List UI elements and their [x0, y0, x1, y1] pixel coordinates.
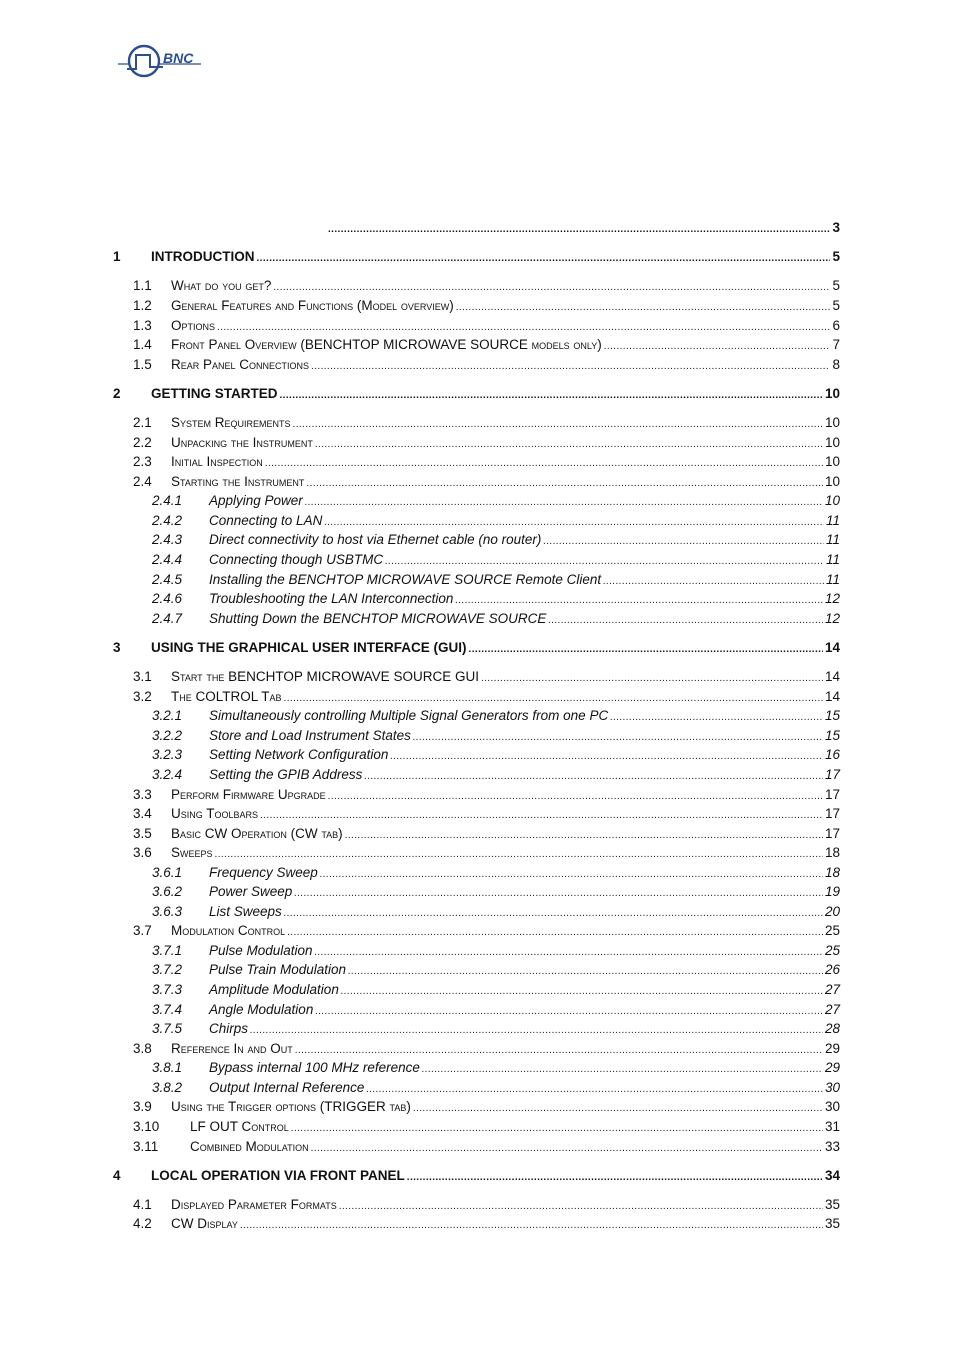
toc-entry-page: 10: [824, 493, 840, 508]
toc-entry-title: Amplitude Modulation: [209, 982, 339, 997]
toc-entry-page: 18: [824, 845, 840, 860]
toc-entry[interactable]: [113, 785, 840, 805]
toc-entry-page: 8: [832, 357, 840, 372]
toc-entry[interactable]: [113, 1137, 840, 1157]
toc-leader-dots: [328, 220, 830, 240]
toc-entry-title: List Sweeps: [209, 904, 282, 919]
toc-entry-title: Displayed Parameter Formats: [171, 1197, 337, 1212]
toc-entry-title: Setting the GPIB Address: [209, 767, 363, 782]
toc-leader-dots: [481, 669, 823, 689]
toc-entry[interactable]: [113, 980, 840, 1000]
toc-entry[interactable]: [113, 452, 840, 472]
toc-entry-number: 3.4: [133, 806, 152, 821]
toc-entry[interactable]: [113, 1019, 840, 1039]
toc-entry-number: 3.5: [133, 826, 152, 841]
toc-entry-number: 2.4.4: [152, 552, 183, 567]
toc-entry-title: Pulse Train Modulation: [209, 962, 347, 977]
toc-entry-number: 4.1: [133, 1197, 152, 1212]
toc-entry-page: 29: [824, 1041, 840, 1056]
toc-entry-title: Connecting to LAN: [209, 513, 323, 528]
toc-entry-number: 3.9: [133, 1099, 152, 1114]
toc-leader-dots: [311, 357, 830, 377]
toc-entry[interactable]: [113, 667, 840, 687]
toc-entry[interactable]: [113, 804, 840, 824]
toc-entry[interactable]: [113, 511, 840, 531]
toc-entry-title: Front Panel Overview (BENCHTOP MICROWAVE SOURCE models only): [171, 337, 602, 352]
toc-entry-page: 10: [824, 454, 840, 469]
toc-entry-number: 2.4.2: [152, 513, 183, 528]
toc-entry-title: The COLTROL Tab: [171, 689, 282, 704]
toc-entry-page: 11: [825, 513, 840, 528]
toc-entry-title: CW Display: [171, 1216, 238, 1231]
toc-entry-number: 2.4.5: [152, 572, 183, 587]
toc-entry-page: 26: [824, 962, 840, 977]
toc-entry[interactable]: [113, 316, 840, 336]
toc-entry-title: Options: [171, 318, 216, 333]
toc-entry-page: 11: [825, 572, 840, 587]
toc-entry-title: Pulse Modulation: [209, 943, 313, 958]
toc-entry[interactable]: [113, 413, 840, 433]
toc-entry-page: 30: [824, 1080, 840, 1095]
toc-entry-page: 35: [824, 1216, 840, 1231]
toc-leader-dots: [240, 1216, 823, 1236]
toc-entry-title: Angle Modulation: [209, 1002, 314, 1017]
toc-entry-page: 35: [824, 1197, 840, 1212]
toc-entry[interactable]: [113, 765, 840, 785]
toc-entry-title: Installing the BENCHTOP MICROWAVE SOURCE Remote Client: [209, 572, 602, 587]
toc-entry-title: Combined Modulation: [190, 1139, 309, 1154]
toc-entry-title: Setting Network Configuration: [209, 747, 389, 762]
toc-entry[interactable]: [113, 726, 840, 746]
toc-entry-number: 3.2.2: [152, 728, 183, 743]
toc-leader-dots: [390, 747, 823, 767]
toc-entry-title: GETTING STARTED: [151, 386, 278, 401]
toc-leader-dots: [364, 767, 823, 787]
toc-entry-number: 3.8.2: [152, 1080, 183, 1095]
toc-leader-dots: [610, 708, 823, 728]
toc-entry[interactable]: [113, 941, 840, 961]
toc-entry-number: 3.8.1: [152, 1060, 183, 1075]
toc-entry[interactable]: [113, 863, 840, 883]
toc-entry[interactable]: [113, 491, 840, 511]
toc-entry-number: 3.7.4: [152, 1002, 183, 1017]
toc-entry-title: Power Sweep: [209, 884, 293, 899]
toc-entry-page: 25: [824, 923, 840, 938]
toc-entry-title: Basic CW Operation (CW tab): [171, 826, 343, 841]
toc-entry-title: LOCAL OPERATION VIA FRONT PANEL: [151, 1168, 405, 1183]
toc-leader-dots: [250, 1021, 823, 1041]
toc-leader-dots: [257, 249, 831, 269]
toc-entry-title: Sweeps: [171, 845, 213, 860]
toc-entry[interactable]: [113, 960, 840, 980]
toc-leader-dots: [293, 415, 823, 435]
toc-leader-dots: [422, 1060, 823, 1080]
toc-entry[interactable]: [113, 882, 840, 902]
toc-leader-dots: [305, 493, 823, 513]
toc-entry-page: 5: [832, 298, 840, 313]
toc-entry-title: Start the BENCHTOP MICROWAVE SOURCE GUI: [171, 669, 479, 684]
toc-leader-dots: [469, 640, 823, 660]
toc-entry-page: 16: [824, 747, 840, 762]
logo-text: BNC: [163, 50, 194, 66]
toc-leader-dots: [311, 1139, 823, 1159]
toc-entry-page: 10: [824, 415, 840, 430]
toc-entry[interactable]: [113, 570, 840, 590]
toc-entry-page: 17: [824, 787, 840, 802]
toc-leader-dots: [260, 806, 823, 826]
toc-leader-dots: [294, 884, 823, 904]
toc-entry[interactable]: [113, 843, 840, 863]
toc-entry-number: 3.7.3: [152, 982, 183, 997]
toc-leader-dots: [287, 923, 823, 943]
toc-entry-page: 3: [832, 220, 840, 235]
toc-entry-number: 3.8: [133, 1041, 152, 1056]
toc-entry-title: Chirps: [209, 1021, 249, 1036]
toc-entry-number: 1: [113, 249, 121, 264]
toc-entry-number: 3.2.3: [152, 747, 183, 762]
toc-entry-number: 1.5: [133, 357, 152, 372]
bnc-logo: [117, 42, 207, 80]
toc-entry-page: 7: [832, 337, 840, 352]
toc-entry[interactable]: [113, 824, 840, 844]
toc-entry-title: Simultaneously controlling Multiple Signal Generators from one PC: [209, 708, 609, 723]
toc-entry[interactable]: [113, 1195, 840, 1215]
toc-entry-number: 2.4.1: [152, 493, 183, 508]
toc-entry-title: Using Toolbars: [171, 806, 259, 821]
toc-entry[interactable]: [113, 589, 840, 609]
toc-entry-title: General Features and Functions (Model overview): [171, 298, 454, 313]
toc-leader-dots: [265, 454, 823, 474]
toc-entry-number: 3.6.2: [152, 884, 183, 899]
toc-entry[interactable]: [113, 638, 840, 658]
toc-entry[interactable]: [113, 433, 840, 453]
toc-leader-dots: [273, 278, 830, 298]
toc-entry-page: 17: [824, 826, 840, 841]
toc-entry-number: 3.6.1: [152, 865, 183, 880]
toc-entry-page: 11: [825, 532, 840, 547]
toc-entry-number: 3.10: [133, 1119, 160, 1134]
toc-entry[interactable]: [113, 247, 840, 267]
toc-leader-dots: [341, 982, 823, 1002]
toc-entry-number: 4.2: [133, 1216, 152, 1231]
toc-entry-title: Modulation Control: [171, 923, 286, 938]
toc-entry-title: LF OUT Control: [190, 1119, 289, 1134]
toc-entry-page: 31: [824, 1119, 840, 1134]
toc-entry-number: 2.4: [133, 474, 152, 489]
toc-entry-number: 2.2: [133, 435, 152, 450]
toc-entry-number: 1.2: [133, 298, 152, 313]
toc-entry-page: 10: [824, 474, 840, 489]
toc-entry-page: 19: [824, 884, 840, 899]
toc-entry[interactable]: [113, 706, 840, 726]
toc-leader-dots: [548, 611, 823, 631]
toc-entry-title: INTRODUCTION: [151, 249, 255, 264]
toc-entry-page: 14: [824, 669, 840, 684]
toc-entry-title: Unpacking the Instrument: [171, 435, 313, 450]
toc-leader-dots: [348, 962, 823, 982]
toc-entry-page: 12: [824, 611, 840, 626]
toc-entry[interactable]: [113, 550, 840, 570]
toc-leader-dots: [413, 1099, 823, 1119]
toc-entry-number: 3.1: [133, 669, 152, 684]
toc-entry[interactable]: [113, 1214, 840, 1234]
toc-entry-page: 25: [824, 943, 840, 958]
toc-entry[interactable]: [113, 902, 840, 922]
toc-entry-number: 2.4.6: [152, 591, 183, 606]
toc-entry-number: 3.7.2: [152, 962, 183, 977]
toc-leader-dots: [291, 1119, 823, 1139]
toc-entry-number: 2.3: [133, 454, 152, 469]
toc-entry-page: 5: [832, 249, 840, 264]
toc-entry[interactable]: [113, 276, 840, 296]
toc-entry[interactable]: [113, 384, 840, 404]
toc-entry-page: 27: [824, 982, 840, 997]
toc-leader-dots: [543, 532, 824, 552]
toc-leader-dots: [456, 298, 831, 318]
toc-entry-title: Applying Power: [209, 493, 303, 508]
toc-entry-title: Frequency Sweep: [209, 865, 318, 880]
toc-entry-title: Starting the Instrument: [171, 474, 305, 489]
toc-entry-title: Output Internal Reference: [209, 1080, 365, 1095]
toc-entry[interactable]: [113, 530, 840, 550]
toc-entry-page: 33: [824, 1139, 840, 1154]
toc-entry-page: 29: [824, 1060, 840, 1075]
toc-entry[interactable]: [113, 1097, 840, 1117]
toc-entry-number: 2.4.7: [152, 611, 183, 626]
toc-entry-page: 18: [824, 865, 840, 880]
toc-entry-number: 3.2.4: [152, 767, 183, 782]
toc-entry-page: 11: [825, 552, 840, 567]
toc-entry-title: Shutting Down the BENCHTOP MICROWAVE SOURCE: [209, 611, 547, 626]
toc-entry-page: 27: [824, 1002, 840, 1017]
toc-entry[interactable]: [113, 472, 840, 492]
toc-entry[interactable]: [113, 335, 840, 355]
toc-entry-page: 14: [824, 640, 840, 655]
toc-entry-page: 14: [824, 689, 840, 704]
toc-entry-page: 12: [824, 591, 840, 606]
toc-entry[interactable]: [113, 609, 840, 629]
toc-entry[interactable]: [113, 296, 840, 316]
toc-leader-dots: [280, 386, 823, 406]
toc-entry-title: Using the Trigger options (TRIGGER tab): [171, 1099, 411, 1114]
toc-entry-number: 3.6: [133, 845, 152, 860]
toc-entry-page: 10: [824, 386, 840, 401]
toc-entry-number: 4: [113, 1168, 121, 1183]
toc-entry-title: Bypass internal 100 MHz reference: [209, 1060, 420, 1075]
toc-entry[interactable]: [113, 1166, 840, 1186]
toc-entry[interactable]: [113, 745, 840, 765]
toc-entry[interactable]: [113, 1000, 840, 1020]
toc-entry-number: 3.2.1: [152, 708, 183, 723]
toc-entry[interactable]: [113, 355, 840, 375]
toc-leader-dots: [455, 591, 823, 611]
toc-entry-title: Store and Load Instrument States: [209, 728, 411, 743]
toc-entry-number: 3.7: [133, 923, 152, 938]
toc-entry[interactable]: [113, 1039, 840, 1059]
toc-leader-dots: [604, 337, 831, 357]
toc-entry-page: 34: [824, 1168, 840, 1183]
toc-entry-page: 6: [832, 318, 840, 333]
toc-entry-number: 1.1: [133, 278, 152, 293]
toc-entry-number: 3.3: [133, 787, 152, 802]
toc-entry-number: 2: [113, 386, 121, 401]
toc-leader-dots: [385, 552, 824, 572]
toc-entry-page: 5: [832, 278, 840, 293]
toc-entry[interactable]: [113, 218, 840, 238]
toc-entry-title: Rear Panel Connections: [171, 357, 310, 372]
toc-entry[interactable]: [113, 687, 840, 707]
toc-entry-number: 3.7.1: [152, 943, 183, 958]
toc-entry-title: Initial Inspection: [171, 454, 263, 469]
toc-entry-number: 3.11: [133, 1139, 159, 1154]
toc-entry[interactable]: [113, 1058, 840, 1078]
toc-entry-page: 15: [824, 728, 840, 743]
toc-entry-number: 3: [113, 640, 121, 655]
toc-entry-number: 3.6.3: [152, 904, 183, 919]
toc-leader-dots: [215, 845, 823, 865]
toc-entry[interactable]: [113, 1117, 840, 1137]
toc-entry[interactable]: [113, 1078, 840, 1098]
toc-entry-page: 10: [824, 435, 840, 450]
toc-entry-number: 3.2: [133, 689, 152, 704]
toc-entry-title: Connecting though USBTMC: [209, 552, 384, 567]
toc-entry[interactable]: [113, 921, 840, 941]
toc-entry-page: 30: [824, 1099, 840, 1114]
toc-entry-title: Perform Firmware Upgrade: [171, 787, 326, 802]
toc-entry-title: Troubleshooting the LAN Interconnection: [209, 591, 454, 606]
toc-entry-page: 17: [824, 767, 840, 782]
toc-entry-page: 17: [824, 806, 840, 821]
toc-entry-page: 28: [824, 1021, 840, 1036]
toc-entry-number: 1.3: [133, 318, 152, 333]
toc-entry-page: 15: [824, 708, 840, 723]
toc-leader-dots: [407, 1168, 823, 1188]
toc-entry-title: Direct connectivity to host via Ethernet cable (no router): [209, 532, 542, 547]
toc-entry-title: System Requirements: [171, 415, 291, 430]
toc-entry-number: 2.1: [133, 415, 152, 430]
toc-entry-title: USING THE GRAPHICAL USER INTERFACE (GUI): [151, 640, 467, 655]
toc-entry-number: 1.4: [133, 337, 152, 352]
toc-entry-number: 2.4.3: [152, 532, 183, 547]
toc-entry-title: Reference In and Out: [171, 1041, 293, 1056]
toc-entry-number: 3.7.5: [152, 1021, 183, 1036]
toc-entry-title: What do you get?: [171, 278, 272, 293]
toc-entry-page: 20: [824, 904, 840, 919]
